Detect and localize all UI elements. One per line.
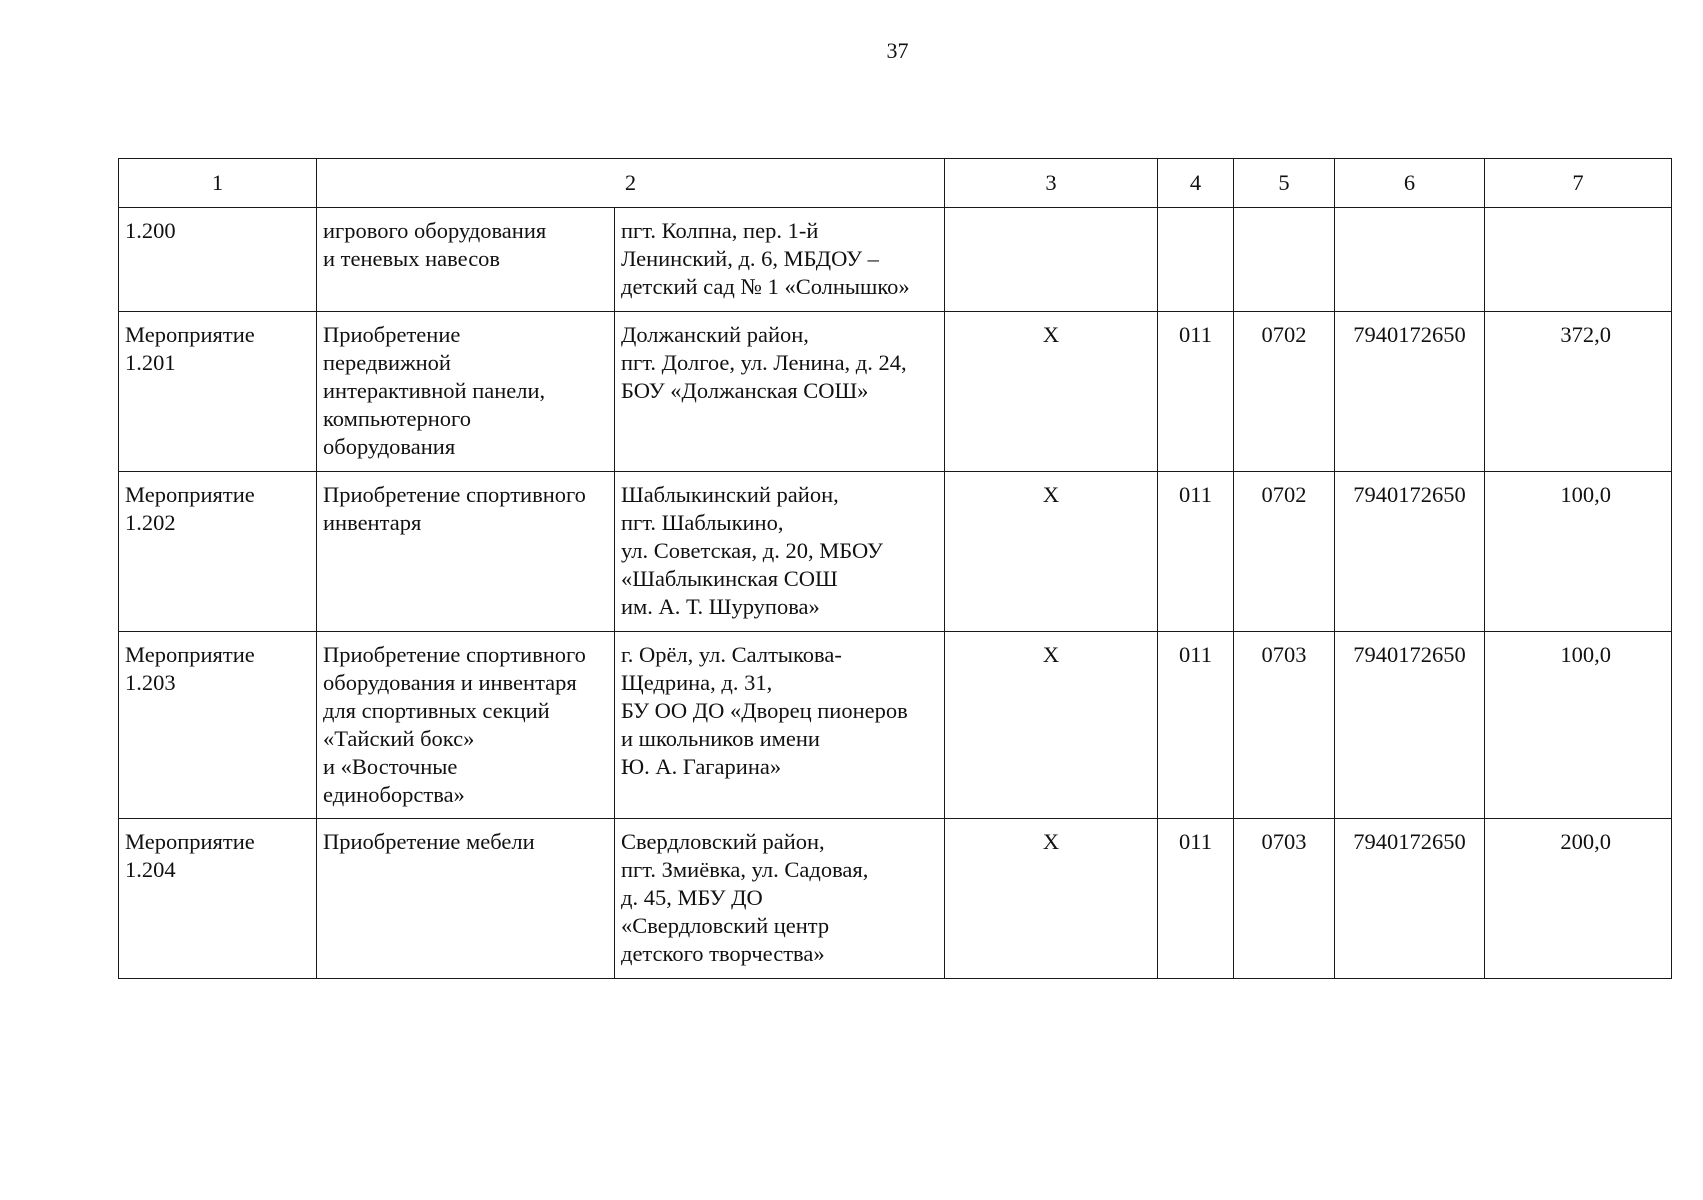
cell-text-line: Ленинский, д. 6, МБДОУ – <box>621 246 879 271</box>
measure-location-cell <box>615 208 945 312</box>
measures-table <box>118 158 1672 979</box>
header-cell: 6 <box>1335 159 1485 208</box>
col7-cell: 200,0 <box>1485 819 1672 979</box>
cell-text-line: Свердловский район, <box>621 829 825 854</box>
header-cell: 3 <box>945 159 1158 208</box>
col3-cell: Х <box>945 819 1158 979</box>
table-row <box>119 632 1672 819</box>
table-body <box>119 208 1672 979</box>
measure-description-cell <box>317 819 615 979</box>
cell-text-line: Приобретение мебели <box>323 829 535 854</box>
cell-text-line: пгт. Долгое, ул. Ленина, д. 24, <box>621 350 907 375</box>
table-row <box>119 819 1672 979</box>
cell-text-line: детский сад № 1 «Солнышко» <box>621 274 910 299</box>
cell-text-line: и теневых навесов <box>323 246 501 271</box>
cell-text-line: оборудования <box>323 434 456 459</box>
measure-description-cell <box>317 312 615 472</box>
cell-text-line: 1.202 <box>125 510 176 535</box>
cell-text-line: им. А. Т. Шурупова» <box>621 594 820 619</box>
col5-cell <box>1234 208 1335 312</box>
cell-text-line: и школьников имени <box>621 726 820 751</box>
cell-text-line: компьютерного <box>323 406 471 431</box>
measure-id-cell <box>119 472 317 632</box>
measure-id-cell <box>119 632 317 819</box>
cell-text-line: и «Восточные <box>323 754 458 779</box>
header-cell: 2 <box>317 159 945 208</box>
cell-text-line: Должанский район, <box>621 322 809 347</box>
col5-cell: 0703 <box>1234 819 1335 979</box>
col7-cell: 100,0 <box>1485 472 1672 632</box>
table-row <box>119 312 1672 472</box>
col7-cell: 372,0 <box>1485 312 1672 472</box>
cell-text-line: Шаблыкинский район, <box>621 482 839 507</box>
cell-text-line: Мероприятие <box>125 829 255 854</box>
cell-text-line: ул. Советская, д. 20, МБОУ <box>621 538 883 563</box>
page-number: 37 <box>886 38 909 63</box>
measure-id-cell <box>119 819 317 979</box>
cell-text-line: Щедрина, д. 31, <box>621 670 773 695</box>
measure-description-cell <box>317 472 615 632</box>
col6-cell: 7940172650 <box>1335 472 1485 632</box>
cell-text-line: 1.201 <box>125 350 176 375</box>
cell-text-line: передвижной <box>323 350 451 375</box>
cell-text-line: 1.203 <box>125 670 176 695</box>
col3-cell: Х <box>945 312 1158 472</box>
cell-text-line: Мероприятие <box>125 642 255 667</box>
measure-id-cell <box>119 312 317 472</box>
cell-text-line: Мероприятие <box>125 482 255 507</box>
col4-cell: 011 <box>1158 312 1234 472</box>
cell-text-line: «Свердловский центр <box>621 913 830 938</box>
header-cell: 7 <box>1485 159 1672 208</box>
cell-text-line: БОУ «Должанская СОШ» <box>621 378 869 403</box>
col4-cell: 011 <box>1158 819 1234 979</box>
cell-text-line: игрового оборудования <box>323 218 547 243</box>
measure-id-cell <box>119 208 317 312</box>
measure-location-cell <box>615 472 945 632</box>
cell-text-line: единоборства» <box>323 782 465 807</box>
measure-description-cell <box>317 208 615 312</box>
header-cell: 4 <box>1158 159 1234 208</box>
cell-text-line: 1.200 <box>125 218 176 243</box>
col3-cell: Х <box>945 632 1158 819</box>
cell-text-line: «Тайский бокс» <box>323 726 475 751</box>
cell-text-line: «Шаблыкинская СОШ <box>621 566 838 591</box>
cell-text-line: Ю. А. Гагарина» <box>621 754 782 779</box>
measure-location-cell <box>615 819 945 979</box>
cell-text-line: БУ ОО ДО «Дворец пионеров <box>621 698 908 723</box>
table-header-row <box>119 159 1672 208</box>
cell-text-line: детского творчества» <box>621 941 825 966</box>
col5-cell: 0702 <box>1234 312 1335 472</box>
col3-cell: Х <box>945 472 1158 632</box>
cell-text-line: Приобретение спортивного <box>323 482 586 507</box>
measure-location-cell <box>615 632 945 819</box>
col5-cell: 0702 <box>1234 472 1335 632</box>
cell-text-line: интерактивной панели, <box>323 378 546 403</box>
cell-text-line: Мероприятие <box>125 322 255 347</box>
measure-location-cell <box>615 312 945 472</box>
cell-text-line: Приобретение <box>323 322 461 347</box>
table-row <box>119 472 1672 632</box>
col4-cell: 011 <box>1158 472 1234 632</box>
measure-description-cell <box>317 632 615 819</box>
table-row <box>119 208 1672 312</box>
header-cell: 5 <box>1234 159 1335 208</box>
col6-cell: 7940172650 <box>1335 819 1485 979</box>
col3-cell <box>945 208 1158 312</box>
cell-text-line: для спортивных секций <box>323 698 550 723</box>
cell-text-line: оборудования и инвентаря <box>323 670 577 695</box>
col7-cell <box>1485 208 1672 312</box>
col7-cell: 100,0 <box>1485 632 1672 819</box>
col5-cell: 0703 <box>1234 632 1335 819</box>
cell-text-line: пгт. Шаблыкино, <box>621 510 784 535</box>
col4-cell: 011 <box>1158 632 1234 819</box>
cell-text-line: инвентаря <box>323 510 422 535</box>
cell-text-line: Приобретение спортивного <box>323 642 586 667</box>
cell-text-line: пгт. Колпна, пер. 1-й <box>621 218 819 243</box>
header-cell: 1 <box>119 159 317 208</box>
cell-text-line: г. Орёл, ул. Салтыкова- <box>621 642 842 667</box>
cell-text-line: д. 45, МБУ ДО <box>621 885 763 910</box>
col6-cell: 7940172650 <box>1335 312 1485 472</box>
col6-cell: 7940172650 <box>1335 632 1485 819</box>
cell-text-line: 1.204 <box>125 857 176 882</box>
cell-text-line: пгт. Змиёвка, ул. Садовая, <box>621 857 869 882</box>
col6-cell <box>1335 208 1485 312</box>
col4-cell <box>1158 208 1234 312</box>
